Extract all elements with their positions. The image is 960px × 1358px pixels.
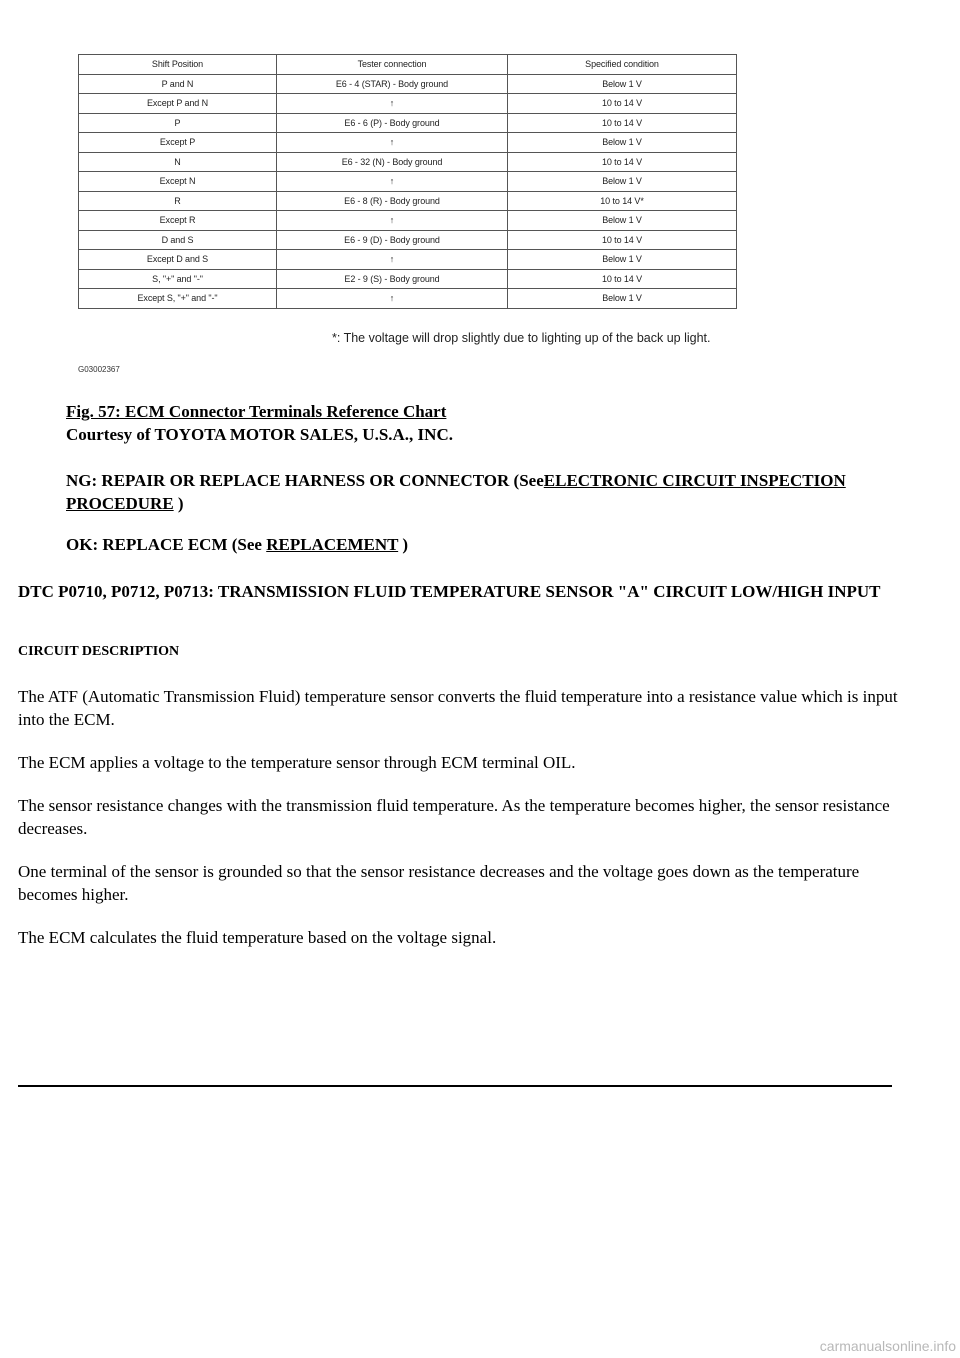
- page-divider: [18, 1085, 892, 1087]
- table-cell: P: [79, 113, 277, 133]
- table-cell: Below 1 V: [508, 250, 737, 270]
- paragraph: The ECM calculates the fluid temperature based on the voltage signal.: [18, 928, 497, 947]
- ok-suffix: ): [398, 535, 409, 554]
- column-header: Specified condition: [508, 55, 737, 75]
- table-body: [79, 74, 737, 308]
- table-cell: E6 - 32 (N) - Body ground: [277, 152, 508, 172]
- table-cell: Below 1 V: [508, 211, 737, 231]
- table-cell: 10 to 14 V: [508, 113, 737, 133]
- table-cell: E6 - 6 (P) - Body ground: [277, 113, 508, 133]
- table-cell: ↑: [277, 172, 508, 192]
- table-row: [79, 113, 737, 133]
- table-row: [79, 191, 737, 211]
- figure-footnote: *: The voltage will drop slightly due to lighting up of the back up light.: [332, 331, 711, 345]
- column-header: Shift Position: [79, 55, 277, 75]
- table-cell: 10 to 14 V: [508, 94, 737, 114]
- table-cell: 10 to 14 V: [508, 230, 737, 250]
- table-row: [79, 250, 737, 270]
- ok-instruction: [66, 535, 408, 555]
- table-cell: Except S, "+" and "-": [79, 289, 277, 309]
- figure-caption-link[interactable]: Fig. 57: ECM Connector Terminals Reference Chart: [66, 402, 447, 421]
- table-cell: R: [79, 191, 277, 211]
- table-cell: Below 1 V: [508, 289, 737, 309]
- table-cell: 10 to 14 V: [508, 152, 737, 172]
- column-header: Tester connection: [277, 55, 508, 75]
- table-cell: Below 1 V: [508, 133, 737, 153]
- ecm-terminal-table: [78, 54, 737, 309]
- table-cell: D and S: [79, 230, 277, 250]
- dtc-heading: DTC P0710, P0712, P0713: TRANSMISSION FLUID TEMPERATURE SENSOR "A" CIRCUIT LOW/HIGH INPUT: [18, 582, 881, 601]
- reference-chart-figure: [78, 54, 736, 309]
- table-cell: Except P and N: [79, 94, 277, 114]
- table-cell: E6 - 4 (STAR) - Body ground: [277, 74, 508, 94]
- ok-text: OK: REPLACE ECM (See: [66, 535, 267, 554]
- paragraph: One terminal of the sensor is grounded so that the sensor resistance decreases and the voltage goes down as the temperature becomes higher.: [18, 862, 860, 904]
- paragraph: The sensor resistance changes with the transmission fluid temperature. As the temperature becomes higher, the sensor resistance decreases.: [18, 796, 890, 838]
- replacement-link[interactable]: REPLACEMENT: [266, 535, 399, 554]
- ng-suffix: ): [173, 494, 184, 513]
- table-row: [79, 133, 737, 153]
- table-row: [79, 269, 737, 289]
- table-cell: ↑: [277, 133, 508, 153]
- paragraph: The ECM applies a voltage to the temperature sensor through ECM terminal OIL.: [18, 753, 576, 772]
- table-cell: ↑: [277, 250, 508, 270]
- ng-text: NG: REPAIR OR REPLACE HARNESS OR CONNECTOR (See: [66, 471, 544, 490]
- table-row: [79, 74, 737, 94]
- table-cell: 10 to 14 V*: [508, 191, 737, 211]
- figure-code: G03002367: [78, 365, 120, 374]
- table-row: [79, 152, 737, 172]
- electronic-circuit-inspection-link[interactable]: ELECTRONIC CIRCUIT INSPECTION PROCEDURE: [66, 471, 846, 513]
- table-cell: Except R: [79, 211, 277, 231]
- table-cell: Except P: [79, 133, 277, 153]
- paragraph: The ATF (Automatic Transmission Fluid) temperature sensor converts the fluid temperature into a resistance value which is input into the ECM.: [18, 687, 898, 729]
- table-cell: 10 to 14 V: [508, 269, 737, 289]
- ng-instruction: [66, 469, 866, 515]
- section-heading: CIRCUIT DESCRIPTION: [18, 644, 180, 659]
- table-cell: S, "+" and "-": [79, 269, 277, 289]
- site-watermark: carmanualsonline.info: [819, 1338, 956, 1354]
- table-cell: E6 - 8 (R) - Body ground: [277, 191, 508, 211]
- table-cell: Except D and S: [79, 250, 277, 270]
- table-row: [79, 172, 737, 192]
- table-cell: Below 1 V: [508, 172, 737, 192]
- table-cell: E2 - 9 (S) - Body ground: [277, 269, 508, 289]
- table-cell: ↑: [277, 94, 508, 114]
- table-cell: N: [79, 152, 277, 172]
- table-row: [79, 289, 737, 309]
- table-row: [79, 94, 737, 114]
- table-cell: Below 1 V: [508, 74, 737, 94]
- table-cell: P and N: [79, 74, 277, 94]
- table-cell: ↑: [277, 211, 508, 231]
- table-row: [79, 211, 737, 231]
- table-row: [79, 230, 737, 250]
- courtesy-line: Courtesy of TOYOTA MOTOR SALES, U.S.A., INC.: [66, 425, 453, 444]
- table-cell: E6 - 9 (D) - Body ground: [277, 230, 508, 250]
- table-cell: ↑: [277, 289, 508, 309]
- table-header-row: [79, 55, 737, 75]
- table-cell: Except N: [79, 172, 277, 192]
